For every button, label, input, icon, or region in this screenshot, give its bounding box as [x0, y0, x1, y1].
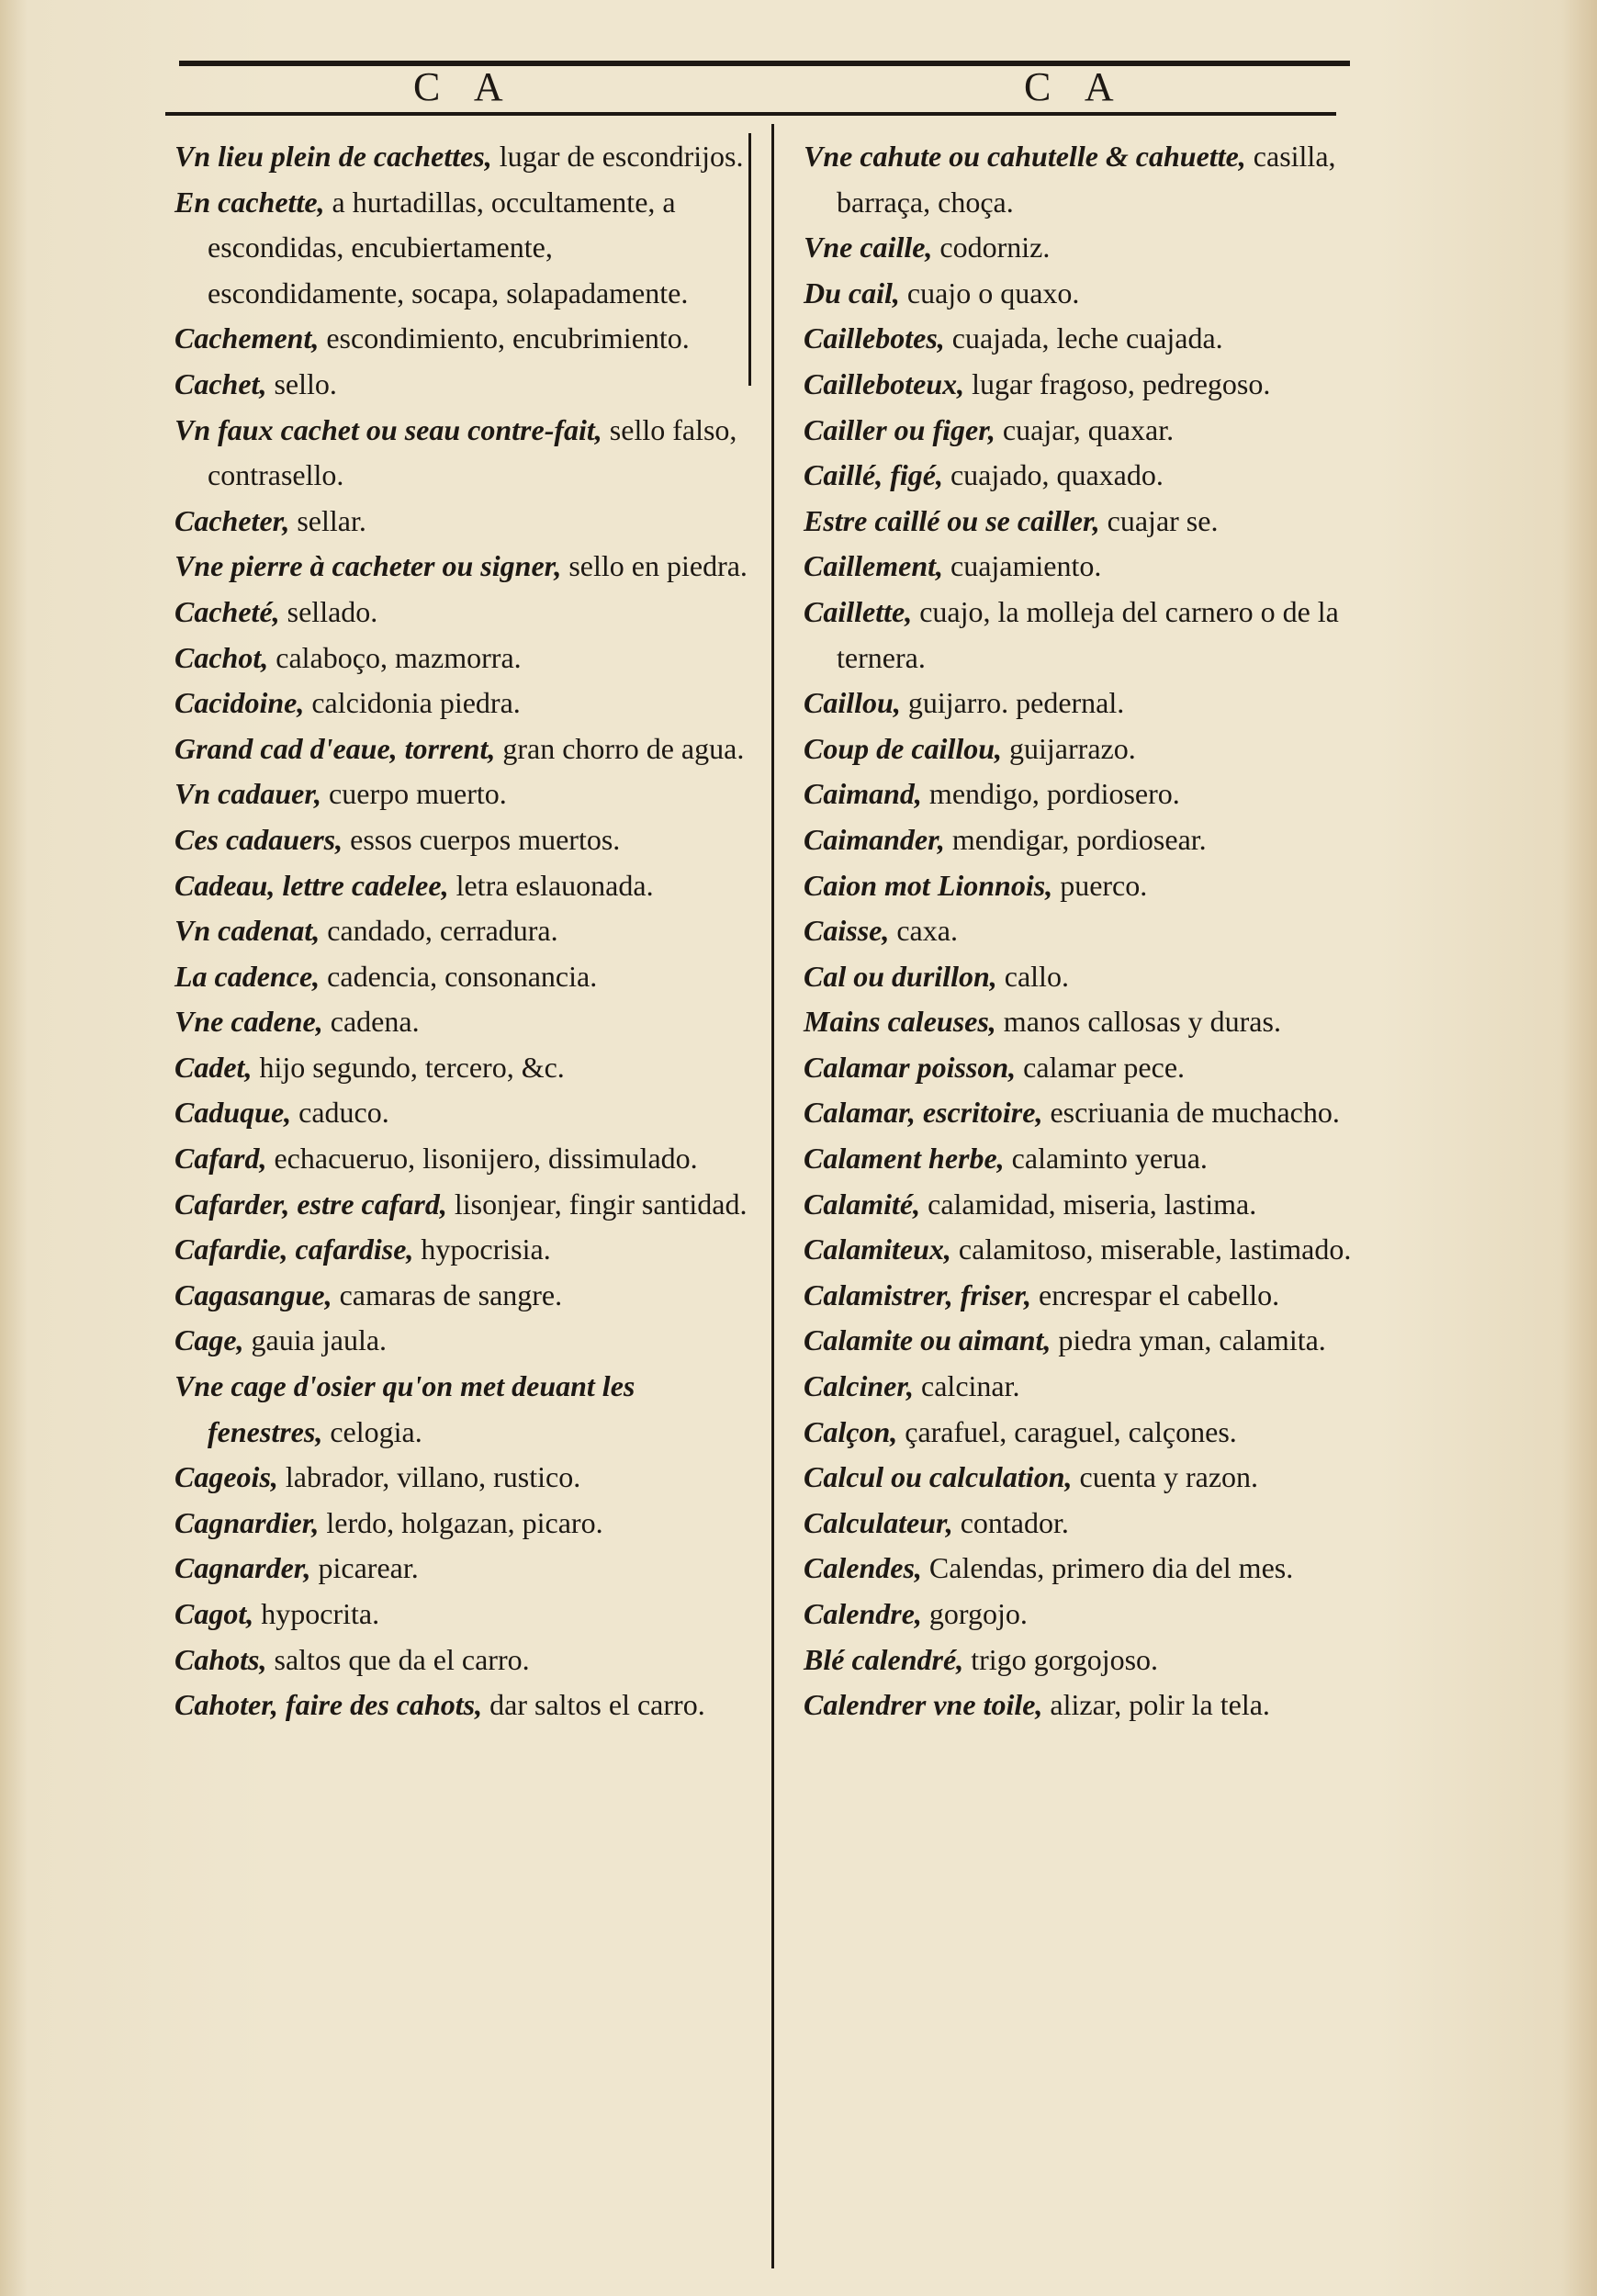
entry-translation: guijarro. pedernal. [900, 686, 1125, 720]
dictionary-entry [174, 1683, 753, 1728]
entry-translation: mendigo, pordiosero. [921, 777, 1180, 811]
entry-headword: Coup de caillou, [804, 731, 1003, 765]
entry-headword: Caduque, [174, 1096, 292, 1130]
entry-headword: Calçon, [804, 1414, 898, 1448]
entry-headword: Cachement, [174, 321, 320, 355]
dictionary-entry [174, 1090, 753, 1136]
entry-translation: cuajado, quaxado. [942, 458, 1164, 492]
dictionary-entry [174, 1273, 753, 1319]
entry-headword: Calamité, [804, 1187, 921, 1221]
entry-headword: Calendes, [804, 1551, 922, 1585]
entry-translation: cuerpo muerto. [321, 777, 507, 811]
entry-headword: Calciner, [804, 1369, 915, 1403]
dictionary-entry [174, 499, 753, 545]
entry-translation: piedra yman, calamita. [1051, 1323, 1326, 1357]
entry-translation: escondimiento, encubrimiento. [319, 321, 690, 355]
right-column [804, 134, 1400, 1728]
entry-translation: essos cuerpos muertos. [343, 822, 621, 856]
entry-headword: Caisse, [804, 914, 890, 948]
entry-translation: lugar de escondrijos. [491, 140, 744, 173]
dictionary-entry [174, 134, 753, 180]
entry-headword: Cafard, [174, 1142, 267, 1176]
header-rule [165, 112, 1336, 116]
entry-translation: cuajar se. [1099, 503, 1219, 537]
entry-headword: Caimander, [804, 822, 945, 856]
dictionary-entry [804, 908, 1400, 954]
dictionary-entry [174, 1364, 753, 1455]
entry-headword: Cagasangue, [174, 1277, 332, 1311]
entry-headword: Cacheter, [174, 503, 290, 537]
entry-headword: Cadet, [174, 1050, 253, 1084]
dictionary-entry [174, 1592, 753, 1638]
entry-translation: a hurtadillas, occultamente, a escondidas, encubiertamente, escondidamente, socapa, solapadamente. [208, 185, 689, 310]
dictionary-entry [804, 1592, 1400, 1638]
entry-translation: sellado. [279, 594, 378, 628]
entry-headword: Vn lieu plein de cachettes, [174, 140, 492, 173]
entry-translation: calcidonia piedra. [304, 686, 521, 720]
dictionary-entry [804, 681, 1400, 726]
dictionary-entry [174, 908, 753, 954]
entry-translation: çarafuel, caraguel, calçones. [897, 1414, 1237, 1448]
entry-headword: Vne pierre à cacheter ou signer, [174, 549, 562, 583]
dictionary-entry [174, 180, 753, 317]
entry-headword: Cafarder, estre cafard, [174, 1187, 447, 1221]
dictionary-entry [174, 817, 753, 863]
entry-headword: Caillebotes, [804, 321, 945, 355]
dictionary-entry [174, 726, 753, 772]
entry-translation: candado, cerradura. [320, 914, 558, 948]
entry-translation: celogia. [322, 1414, 422, 1448]
entry-translation: cuajamiento. [943, 549, 1102, 583]
running-head-left: C A [413, 64, 516, 109]
dictionary-entry [804, 1455, 1400, 1501]
dictionary-entry [174, 362, 753, 408]
dictionary-entry [804, 271, 1400, 317]
dictionary-entry [804, 1410, 1400, 1456]
dictionary-entry [804, 499, 1400, 545]
dictionary-entry [174, 1546, 753, 1592]
entry-translation: saltos que da el carro. [266, 1642, 530, 1676]
dictionary-entry [804, 1045, 1400, 1091]
dictionary-entry [804, 362, 1400, 408]
entry-headword: Cailler ou figer, [804, 412, 995, 446]
entry-translation: alizar, polir la tela. [1042, 1688, 1270, 1722]
entry-headword: Cagot, [174, 1597, 254, 1630]
entry-translation: cuajada, leche cuajada. [944, 321, 1223, 355]
entry-translation: letra eslauonada. [448, 868, 654, 902]
entry-translation: hijo segundo, tercero, &c. [252, 1050, 565, 1084]
entry-translation: picarear. [310, 1551, 419, 1585]
column-divider [771, 124, 774, 2268]
entry-headword: Cahoter, faire des cahots, [174, 1688, 483, 1722]
entry-headword: Caillement, [804, 549, 943, 583]
entry-translation: caduco. [291, 1096, 389, 1130]
dictionary-entry [804, 863, 1400, 909]
dictionary-entry [174, 316, 753, 362]
entry-headword: Caimand, [804, 777, 922, 811]
entry-translation: cuajar, quaxar. [995, 412, 1175, 446]
dictionary-entry [174, 1638, 753, 1683]
entry-headword: Calamar, escritoire, [804, 1096, 1043, 1130]
entry-translation: lisonjear, fingir santidad. [446, 1187, 748, 1221]
dictionary-entry [804, 1638, 1400, 1683]
entry-headword: Cage, [174, 1323, 244, 1357]
entry-translation: cadena. [322, 1005, 420, 1039]
entry-translation: sello en piedra. [561, 549, 748, 583]
entry-translation: calamar pece. [1016, 1050, 1186, 1084]
entry-headword: Caion mot Lionnois, [804, 868, 1053, 902]
dictionary-entry [804, 134, 1400, 225]
top-rule [179, 61, 1350, 66]
entry-translation: echacueruo, lisonijero, dissimulado. [266, 1142, 698, 1176]
entry-translation: calamidad, miseria, lastima. [920, 1187, 1257, 1221]
entry-headword: Calendrer vne toile, [804, 1688, 1043, 1722]
dictionary-entry [804, 1546, 1400, 1592]
entry-headword: Calamistrer, friser, [804, 1277, 1032, 1311]
entry-translation: codorniz. [932, 231, 1051, 264]
entry-headword: Caillette, [804, 594, 913, 628]
dictionary-entry [174, 1045, 753, 1091]
entry-translation: calamitoso, miserable, lastimado. [950, 1232, 1352, 1266]
dictionary-entry [174, 1227, 753, 1273]
entry-translation: gran chorro de agua. [495, 731, 745, 765]
dictionary-entry [804, 590, 1400, 681]
dictionary-entry [174, 771, 753, 817]
dictionary-entry [804, 316, 1400, 362]
entry-translation: dar saltos el carro. [482, 1688, 705, 1722]
entry-translation: escriuania de muchacho. [1042, 1096, 1340, 1130]
entry-translation: lerdo, holgazan, picaro. [319, 1505, 603, 1539]
entry-translation: hypocrita. [253, 1597, 380, 1630]
entry-headword: Vn cadenat, [174, 914, 321, 948]
entry-headword: Vne caille, [804, 231, 933, 264]
entry-translation: calaminto yerua. [1004, 1142, 1208, 1176]
entry-headword: Calcul ou calculation, [804, 1460, 1073, 1494]
dictionary-entry [174, 1136, 753, 1182]
dictionary-entry [804, 999, 1400, 1045]
dictionary-entry [804, 1501, 1400, 1547]
entry-headword: Calament herbe, [804, 1142, 1005, 1176]
dictionary-entry [174, 1501, 753, 1547]
dictionary-entry [174, 999, 753, 1045]
entry-headword: Caillé, figé, [804, 458, 943, 492]
entry-translation: Calendas, primero dia del mes. [921, 1551, 1294, 1585]
dictionary-entry [174, 1455, 753, 1501]
dictionary-entry [174, 1318, 753, 1364]
dictionary-entry [804, 225, 1400, 271]
dictionary-entry [804, 771, 1400, 817]
dictionary-entry [804, 453, 1400, 499]
entry-translation: lugar fragoso, pedregoso. [964, 366, 1271, 400]
entry-headword: Cahots, [174, 1642, 267, 1676]
entry-headword: La cadence, [174, 959, 321, 993]
entry-translation: calcinar. [914, 1369, 1020, 1403]
entry-headword: Cadeau, lettre cadelee, [174, 868, 449, 902]
dictionary-entry [804, 726, 1400, 772]
entry-headword: Cafardie, cafardise, [174, 1232, 414, 1266]
dictionary-entry [804, 954, 1400, 1000]
entry-translation: trigo gorgojoso. [963, 1642, 1159, 1676]
entry-headword: Vne cahute ou cahutelle & cahuette, [804, 140, 1246, 173]
entry-headword: Calamite ou aimant, [804, 1323, 1052, 1357]
entry-translation: sellar. [289, 503, 366, 537]
dictionary-entry [804, 817, 1400, 863]
entry-headword: Cageois, [174, 1460, 278, 1494]
entry-headword: Grand cad d'eaue, torrent, [174, 731, 496, 765]
entry-headword: Cagnardier, [174, 1505, 320, 1539]
entry-headword: Cal ou durillon, [804, 959, 997, 993]
entry-translation: cadencia, consonancia. [320, 959, 598, 993]
entry-translation: manos callosas y duras. [995, 1005, 1281, 1039]
dictionary-entry [804, 544, 1400, 590]
dictionary-entry [174, 1182, 753, 1228]
entry-translation: sello. [266, 366, 337, 400]
dictionary-entry [804, 1683, 1400, 1728]
dictionary-entry [804, 1318, 1400, 1364]
dictionary-entry [804, 1090, 1400, 1136]
entry-headword: Calendre, [804, 1597, 922, 1630]
dictionary-entry [174, 590, 753, 636]
entry-headword: Ces cadauers, [174, 822, 343, 856]
entry-translation: gorgojo. [921, 1597, 1028, 1630]
left-column [174, 134, 753, 1728]
entry-translation: labrador, villano, rustico. [277, 1460, 581, 1494]
dictionary-entry [804, 1136, 1400, 1182]
entry-headword: Cacidoine, [174, 686, 305, 720]
entry-translation: encrespar el cabello. [1031, 1277, 1280, 1311]
entry-translation: guijarrazo. [1002, 731, 1136, 765]
dictionary-entry [804, 1364, 1400, 1410]
dictionary-entry [804, 1273, 1400, 1319]
entry-translation: caxa. [889, 914, 958, 948]
entry-translation: calaboço, mazmorra. [268, 640, 522, 674]
entry-headword: Vn cadauer, [174, 777, 322, 811]
dictionary-entry [174, 954, 753, 1000]
dictionary-entry [804, 408, 1400, 454]
entry-translation: contador. [952, 1505, 1069, 1539]
dictionary-entry [174, 681, 753, 726]
entry-translation: callo. [996, 959, 1069, 993]
dictionary-entry [174, 408, 753, 499]
entry-headword: Mains caleuses, [804, 1005, 996, 1039]
entry-headword: Estre caillé ou se cailler, [804, 503, 1100, 537]
entry-translation: cuajo, la molleja del carnero o de la ternera. [837, 594, 1339, 674]
dictionary-entry [804, 1227, 1400, 1273]
entry-headword: Vne cage d'osier qu'on met deuant les fenestres, [174, 1369, 635, 1448]
entry-headword: Blé calendré, [804, 1642, 964, 1676]
entry-translation: puerco. [1052, 868, 1148, 902]
entry-translation: cuajo o quaxo. [899, 276, 1080, 310]
entry-headword: Calculateur, [804, 1505, 953, 1539]
running-head-right: C A [1024, 64, 1127, 109]
dictionary-entry [174, 544, 753, 590]
entry-translation: casilla, barraça, choça. [837, 140, 1336, 219]
dictionary-entry [174, 636, 753, 681]
entry-headword: Cachot, [174, 640, 269, 674]
entry-headword: Vn faux cachet ou seau contre-fait, [174, 412, 602, 446]
entry-translation: gauia jaula. [243, 1323, 388, 1357]
entry-headword: Calamiteux, [804, 1232, 951, 1266]
entry-translation: sello falso, contrasello. [208, 412, 737, 492]
entry-headword: Cachet, [174, 366, 267, 400]
entry-translation: mendigar, pordiosear. [944, 822, 1207, 856]
entry-headword: Caillou, [804, 686, 901, 720]
dictionary-entry [174, 863, 753, 909]
entry-headword: Calamar poisson, [804, 1050, 1017, 1084]
entry-headword: Du cail, [804, 276, 900, 310]
entry-headword: Cacheté, [174, 594, 280, 628]
entry-translation: cuenta y razon. [1072, 1460, 1259, 1494]
entry-headword: En cachette, [174, 185, 325, 219]
entry-headword: Cagnarder, [174, 1551, 311, 1585]
entry-translation: hypocrisia. [413, 1232, 551, 1266]
entry-translation: camaras de sangre. [332, 1277, 563, 1311]
entry-headword: Cailleboteux, [804, 366, 965, 400]
entry-headword: Vne cadene, [174, 1005, 323, 1039]
dictionary-entry [804, 1182, 1400, 1228]
